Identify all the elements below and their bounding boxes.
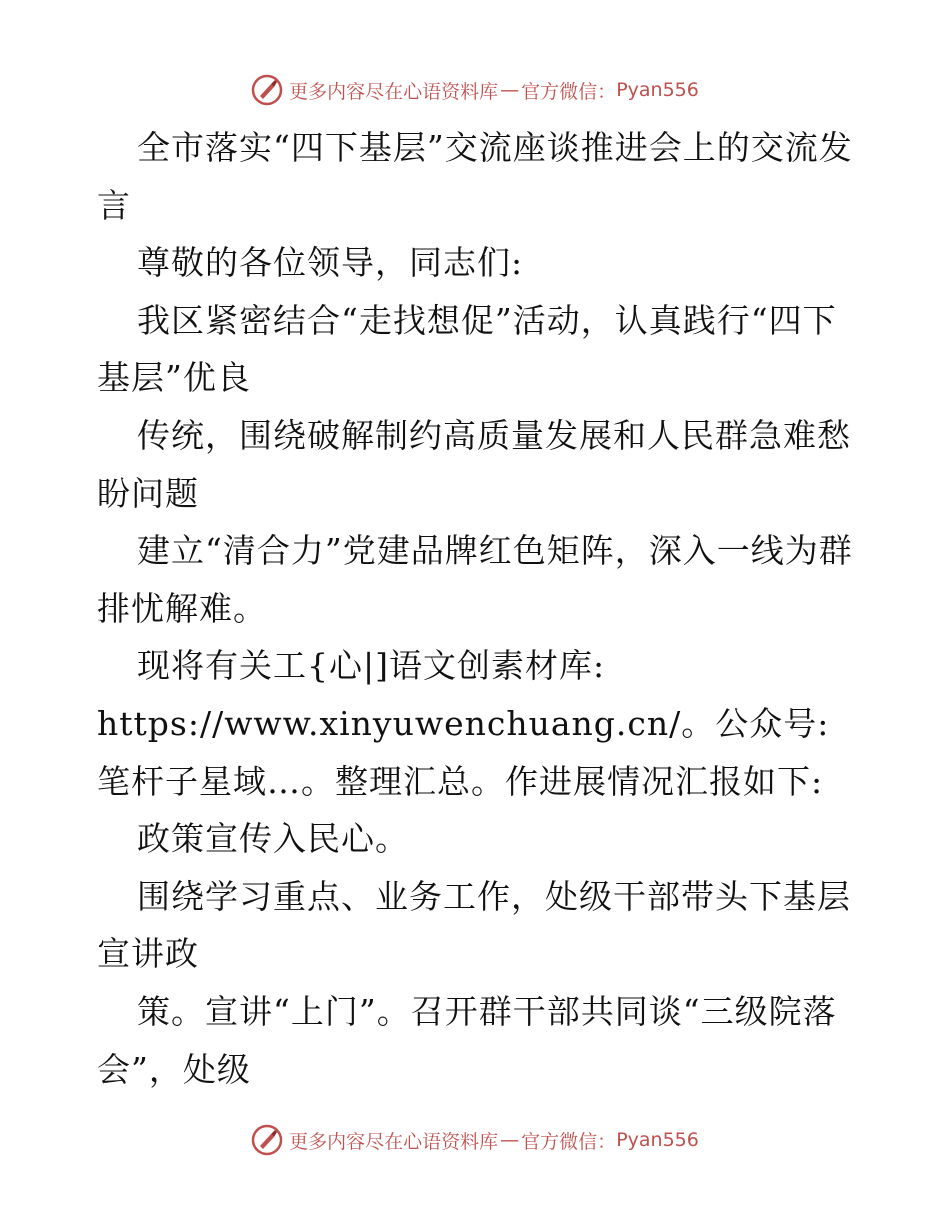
paragraph: 策。宣讲“上门”。召开群干部共同谈“三级院落会”，处级 [97, 991, 837, 1089]
watermark-text: 更多内容尽在心语资料库 [289, 1130, 499, 1153]
watermark-footer [0, 1120, 950, 1160]
watermark-logo-icon [251, 74, 283, 106]
paragraph: 传统，围绕破解制约高质量发展和人民群急难愁盼问题 [97, 415, 851, 513]
watermark-separator: — [500, 1129, 520, 1151]
paragraph-salutation: 尊敬的各位领导，同志们: [137, 243, 524, 283]
watermark-text: 更多内容尽在心语资料库 [289, 80, 499, 103]
watermark-wechat-label: 官方微信： [521, 80, 617, 103]
paragraph: 政策宣传入民心。 [137, 819, 409, 859]
watermark-separator: — [500, 79, 520, 101]
watermark-wechat-id: Pyan556 [616, 79, 699, 101]
document-body [97, 119, 857, 1098]
watermark-header [0, 70, 950, 110]
paragraph: 现将有关工{心|]语文创素材库: https://www.xinyuwenchuang.cn/。公众号: 笔杆子星域…。整理汇总。作进展情况汇报如下: [97, 646, 830, 801]
watermark-logo-icon [251, 1124, 283, 1156]
paragraph: 围绕学习重点、业务工作，处级干部带头下基层宣讲政 [97, 876, 851, 974]
paragraph: 我区紧密结合“走找想促”活动，认真践行“四下基层”优良 [97, 300, 837, 398]
watermark-wechat-id: Pyan556 [616, 1129, 699, 1151]
document-title: 全市落实“四下基层”交流座谈推进会上的交流发言 [97, 128, 853, 225]
watermark-wechat-label: 官方微信： [521, 1130, 617, 1153]
paragraph: 建立“清合力”党建品牌红色矩阵，深入一线为群排忧解难。 [97, 531, 853, 628]
